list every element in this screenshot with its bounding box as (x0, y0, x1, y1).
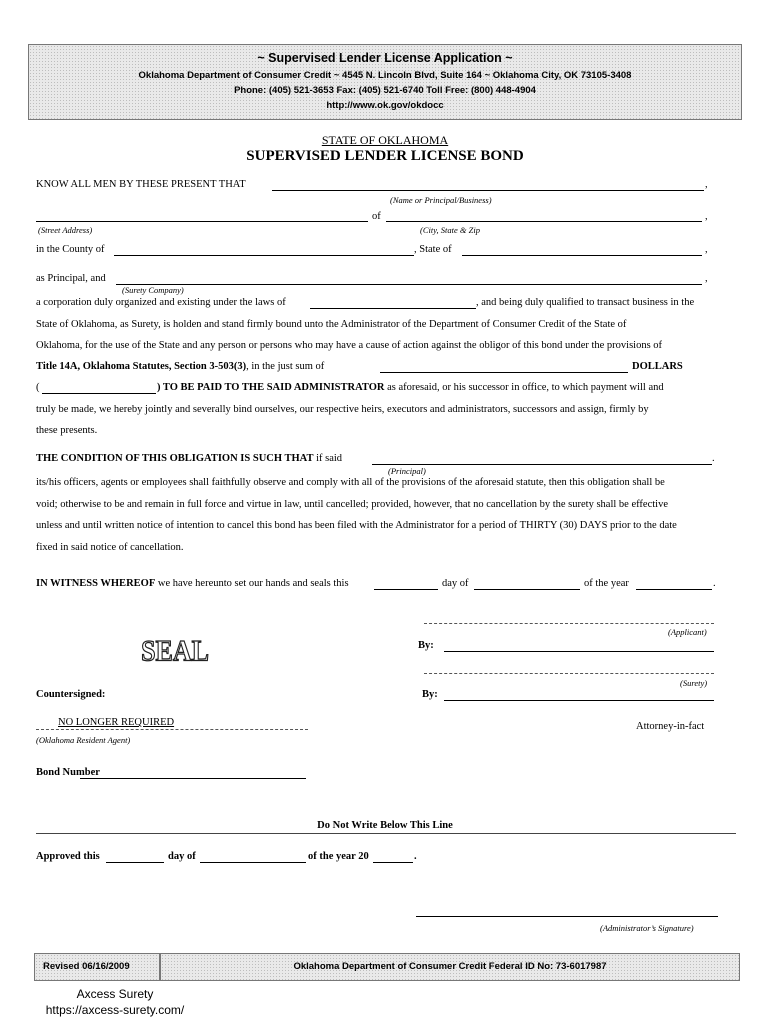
applicant-signature-line[interactable] (424, 623, 714, 624)
principal-name-field[interactable] (272, 190, 704, 191)
surety-signature-line[interactable] (424, 673, 714, 674)
department-phone: Phone: (405) 521-3653 Fax: (405) 521-6740 Toll Free: (800) 448-4904 (234, 85, 536, 96)
if-said-text: if said (316, 453, 343, 464)
laws-of-field[interactable] (310, 308, 476, 309)
corporation-text-b: , and being duly qualified to transact business in the (476, 297, 695, 308)
city-state-zip-field[interactable] (386, 221, 702, 222)
principal-field[interactable] (372, 464, 712, 465)
approval-day-of-label: day of (168, 851, 196, 862)
header-banner (28, 44, 742, 120)
application-title: ~ Supervised Lender License Application ~ (257, 51, 513, 65)
by-label: By: (422, 689, 438, 700)
dollars-label: DOLLARS (632, 361, 683, 372)
no-longer-required-text: NO LONGER REQUIRED (58, 717, 175, 728)
approval-year-field[interactable] (373, 862, 413, 863)
paren-open: ( (36, 382, 40, 393)
paragraph-line: truly be made, we hereby jointly and severally bind ourselves, our respective heirs, executors and administrators, successors and assign, firmly by (36, 404, 649, 415)
principal-caption: (Principal) (388, 466, 426, 476)
paragraph-line: fixed in said notice of cancellation. (36, 542, 184, 553)
watermark-url[interactable]: https://axcess-surety.com/ (45, 1003, 185, 1017)
administrator-signature-field[interactable] (416, 916, 718, 917)
approval-day-field[interactable] (106, 862, 164, 863)
city-caption: (City, State & Zip (420, 225, 480, 235)
name-caption: (Name or Principal/Business) (390, 195, 492, 205)
state-of-label: , State of (414, 244, 452, 255)
by-label: By: (418, 640, 434, 651)
bond-title: SUPERVISED LENDER LICENSE BOND (246, 148, 524, 164)
to-be-paid-text: ) TO BE PAID TO THE SAID ADMINISTRATOR (157, 382, 385, 393)
statute-reference: Title 14A, Oklahoma Statutes, Section 3-503(3) (36, 361, 247, 372)
know-all-text: KNOW ALL MEN BY THESE PRESENT THAT (36, 179, 246, 190)
bond-number-field[interactable] (80, 778, 306, 779)
period: . (414, 851, 417, 862)
paragraph-line: void; otherwise to be and remain in full force and virtue in law, until cancelled; provided, however, that no cancellation by the surety shall be effective (36, 499, 668, 510)
resident-agent-line[interactable] (36, 729, 308, 730)
state-title: STATE OF OKLAHOMA (321, 133, 449, 147)
county-field[interactable] (114, 255, 414, 256)
applicant-by-field[interactable] (444, 651, 714, 652)
seal-label: SEAL (141, 635, 209, 669)
paragraph-line: its/his officers, agents or employees shall faithfully observe and comply with all of the provisions of the aforesaid statute, then this obligation shall be (36, 477, 665, 488)
state-field[interactable] (462, 255, 702, 256)
attorney-in-fact-label: Attorney-in-fact (636, 721, 705, 732)
department-address: Oklahoma Department of Consumer Credit ~ 4545 N. Lincoln Blvd, Suite 164 ~ Oklahoma City, OK 73105-3408 (138, 70, 632, 81)
paragraph-line: unless and until written notice of intention to cancel this bond has been filed with the Administrator for a period of THIRTY (30) DAYS prior to the date (36, 520, 677, 531)
county-label: in the County of (36, 244, 105, 255)
witness-text: we have hereunto set our hands and seals this (157, 578, 349, 589)
witness-year-field[interactable] (636, 589, 712, 590)
approval-year-label: of the year 20 (308, 851, 369, 862)
countersigned-label: Countersigned: (36, 689, 106, 700)
revised-date-box (34, 953, 160, 981)
applicant-caption: (Applicant) (668, 627, 707, 637)
surety-company-field[interactable] (116, 284, 702, 285)
sum-words-field[interactable] (42, 393, 156, 394)
surety-by-field[interactable] (444, 700, 714, 701)
street-caption: (Street Address) (38, 225, 93, 235)
of-label: of (372, 211, 381, 222)
resident-agent-caption: (Oklahoma Resident Agent) (36, 735, 131, 745)
sum-amount-field[interactable] (380, 372, 628, 373)
federal-id-box (160, 953, 740, 981)
paragraph-line: these presents. (36, 425, 98, 436)
revised-date: Revised 06/16/2009 (43, 961, 130, 972)
watermark-name: Axcess Surety (76, 987, 154, 1001)
day-of-label: day of (442, 578, 469, 589)
of-the-year-label: of the year (584, 578, 629, 589)
seal-stamp (141, 632, 209, 669)
street-address-field[interactable] (36, 221, 368, 222)
bond-number-label: Bond Number (36, 767, 100, 778)
paragraph-line: State of Oklahoma, as Surety, is holden and stand firmly bound unto the Administrator of the Department of Consumer Credit of the State of (36, 319, 627, 330)
as-principal-label: as Principal, and (36, 273, 106, 284)
condition-heading: THE CONDITION OF THIS OBLIGATION IS SUCH THAT (36, 453, 314, 464)
surety-caption: (Surety) (680, 678, 708, 688)
approved-this-label: Approved this (36, 851, 100, 862)
as-aforesaid-text: as aforesaid, or his successor in office, to which payment will and (387, 382, 664, 393)
just-sum-text: , in the just sum of (246, 361, 325, 372)
approval-month-field[interactable] (200, 862, 306, 863)
witness-day-field[interactable] (374, 589, 438, 590)
corporation-text-a: a corporation duly organized and existing under the laws of (36, 297, 286, 308)
department-url[interactable]: http://www.ok.gov/okdocc (326, 100, 444, 111)
witness-heading: IN WITNESS WHEREOF (36, 578, 156, 589)
divider (36, 833, 736, 834)
federal-id: Oklahoma Department of Consumer Credit Federal ID No: 73-6017987 (293, 961, 607, 972)
witness-month-field[interactable] (474, 589, 580, 590)
paragraph-line: Oklahoma, for the use of the State and any person or persons who may have a cause of action against the obligor of this bond under the provisions of (36, 340, 663, 351)
do-not-write-notice: Do Not Write Below This Line (317, 820, 453, 831)
surety-company-caption: (Surety Company) (122, 285, 184, 295)
administrator-signature-caption: (Administrator’s Signature) (600, 923, 694, 933)
